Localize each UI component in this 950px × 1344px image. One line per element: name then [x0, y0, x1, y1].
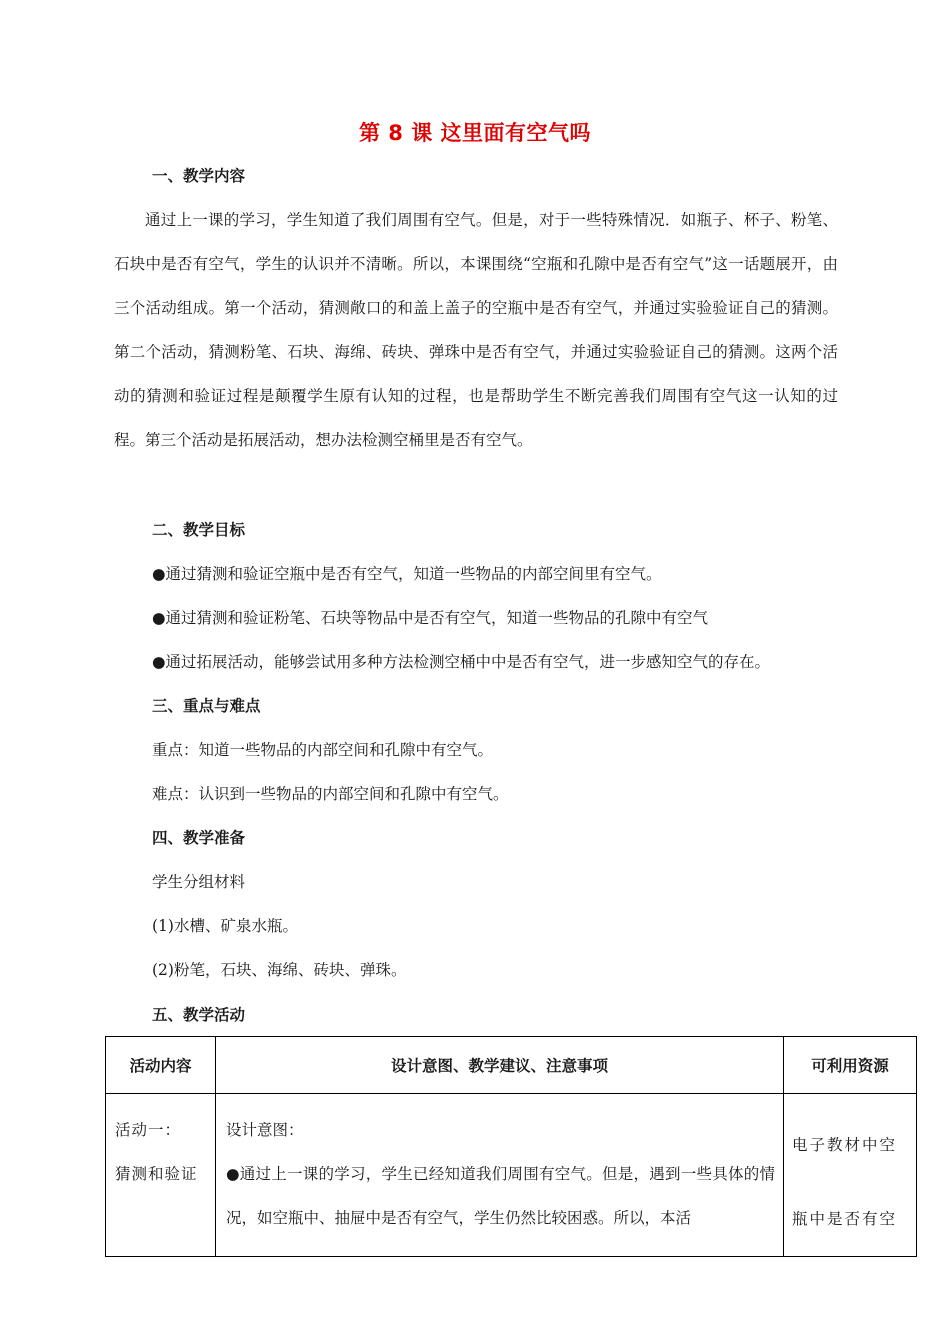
resource-cell — [784, 1094, 917, 1257]
goal-item: ●通过拓展活动，能够尝试用多种方法检测空桶中中是否有空气，进一步感知空气的存在。 — [152, 653, 771, 671]
table-header-cell: 可利用资源 — [784, 1037, 917, 1094]
goal-item: ●通过猜测和验证空瓶中是否有空气，知道一些物品的内部空间里有空气。 — [152, 565, 662, 583]
preparation-item: 学生分组材料 — [152, 873, 246, 891]
design-cell — [216, 1094, 784, 1257]
design-body: ●通过上一课的学习，学生已经知道我们周围有空气。但是，遇到一些具体的情况，如空瓶中、抽屉中是否有空气，学生仍然比较困惑。所以，本活 — [226, 1165, 775, 1227]
table-header-row — [106, 1037, 917, 1094]
activity-table — [105, 1036, 917, 1257]
section-heading-activities: 五、教学活动 — [152, 1006, 246, 1024]
table-header-cell: 设计意图、教学建议、注意事项 — [216, 1037, 784, 1094]
preparation-item: (1)水槽、矿泉水瓶。 — [152, 917, 298, 935]
key-point: 重点：知道一些物品的内部空间和孔隙中有空气。 — [152, 741, 494, 759]
section-heading-content: 一、教学内容 — [152, 167, 246, 185]
page-title: 第 8 课 这里面有空气吗 — [358, 121, 592, 145]
section-heading-preparation: 四、教学准备 — [152, 829, 246, 847]
table-row — [106, 1094, 917, 1257]
section-content-paragraph: 通过上一课的学习，学生知道了我们周围有空气。但是，对于一些特殊情况．如瓶子、杯子、粉笔、石块中是否有空气，学生的认识并不清晰。所以，本课围绕“空瓶和孔隙中是否有空气”这一话题展开，由三个活动组成。第一个活动，猜测敞口的和盖上盖子的空瓶中是否有空气，并通过实验验证自己的猜测。第二个活动，猜测粉笔、石块、海绵、砖块、弹珠中是否有空气，并通过实验验证自己的猜测。这两个活动的猜测和验证过程是颠覆学生原有认知的过程，也是帮助学生不断完善我们周围有空气这一认知的过程。第三个活动是拓展活动，想办法检测空桶里是否有空气。 — [114, 211, 838, 449]
goal-item: ●通过猜测和验证粉笔、石块等物品中是否有空气，知道一些物品的孔隙中有空气 — [152, 609, 709, 627]
preparation-item: (2)粉笔，石块、海绵、砖块、弹珠。 — [152, 961, 407, 979]
activity-name: 猜测和验证 — [115, 1165, 198, 1183]
section-heading-goals: 二、教学目标 — [152, 521, 246, 539]
activity-label: 活动一： — [115, 1121, 182, 1139]
design-label: 设计意图： — [226, 1121, 304, 1139]
table-header-cell: 活动内容 — [106, 1037, 216, 1094]
difficulty-point: 难点：认识到一些物品的内部空间和孔隙中有空气。 — [152, 785, 509, 803]
section-heading-keypoints: 三、重点与难点 — [152, 697, 261, 715]
resource-text: 电子教材中空瓶中是否有空 — [792, 1136, 898, 1228]
activity-cell — [106, 1094, 216, 1257]
